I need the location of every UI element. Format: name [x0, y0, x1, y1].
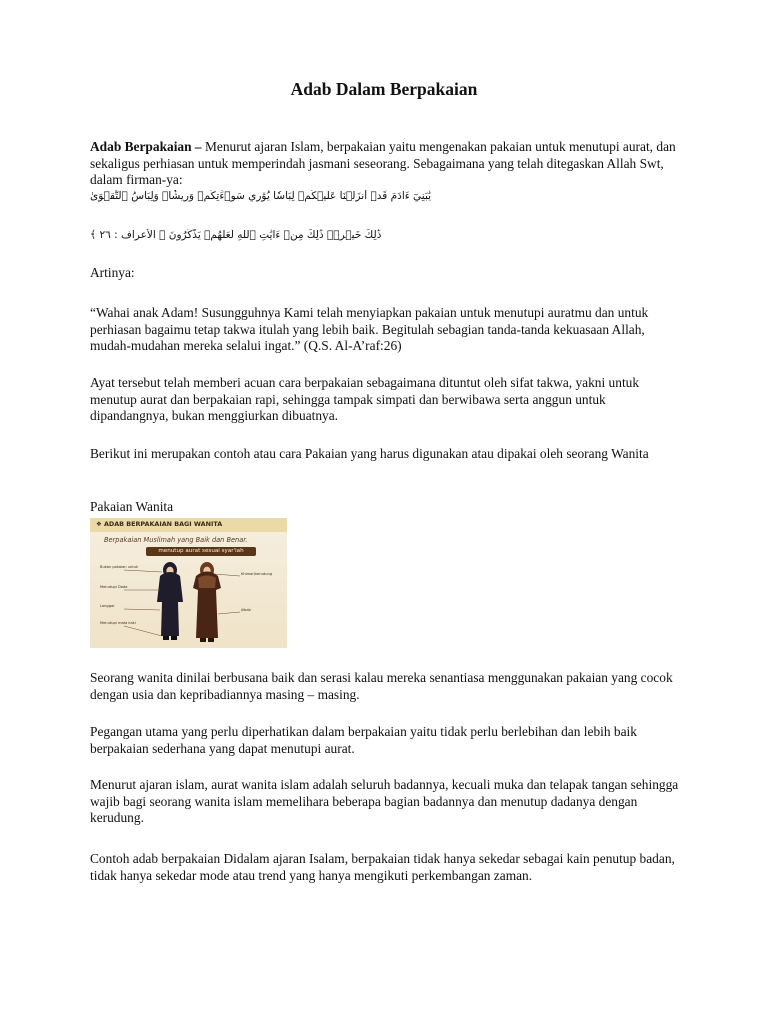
- figure-note-right-1: Khimar/kerudung: [241, 572, 273, 576]
- pointer-lines: [124, 570, 240, 636]
- arabic-verse-line-2: ذَٰلِكَ خَيۡرٞۚ ذَٰلِكَ مِنۡ ءَايَٰتِ ٱللَّهِ لَعَلَّهُمۡ يَذَّكَّرُونَ ﴿ الأعراف : ٢٦ ﴾: [90, 229, 382, 241]
- pegangan-paragraph: Pegangan utama yang perlu diperhatikan dalam berpakaian yaitu tidak perlu berlebihan dan lebih baik berpakaian sederhana yang dapat menutupi aurat.: [90, 724, 637, 756]
- intro-bold-lead: Adab Berpakaian –: [90, 139, 202, 154]
- intro-paragraph: [90, 139, 680, 189]
- figure-note-left-2: Menutupi Dada: [100, 585, 128, 589]
- section-label-pakaian-wanita: Pakaian Wanita: [90, 499, 174, 514]
- berikut-paragraph: Berikut ini merupakan contoh atau cara Pakaian yang harus digunakan atau dipakai oleh seorang Wanita: [90, 446, 649, 461]
- figure-subtitle: Berpakaian Muslimah yang Baik dan Benar.: [104, 536, 248, 544]
- page-title: Adab Dalam Berpakaian: [290, 79, 478, 99]
- figure-note-left-3: Longgar: [100, 604, 115, 608]
- contoh-paragraph: Contoh adab berpakaian Didalam ajaran Isalam, berpakaian tidak hanya sekedar sebagai kain penutup badan, tidak hanya sekedar mode atau trend yang hanya mengikuti perkembangan zaman.: [90, 851, 675, 883]
- figure-note-left-4: Menutupi mata kaki: [100, 621, 136, 625]
- menurut-paragraph: Menurut ajaran islam, aurat wanita islam adalah seluruh badannya, kecuali muka dan telapak tangan sehingga wajib bagi seorang wanita islam memelihara beberapa bagian badannya dan menutup dadanya dengan kerudung.: [90, 777, 679, 825]
- seorang-paragraph: Seorang wanita dinilai berbusana baik dan serasi kalau mereka senantiasa menggunakan pakaian yang cocok dengan usia dan kepribadiannya masing – masing.: [90, 670, 673, 702]
- figure-note-right-2: Jilbab: [241, 608, 251, 612]
- figure-title: ❖ ADAB BERPAKAIAN BAGI WANITA: [96, 520, 223, 528]
- quote-paragraph: “Wahai anak Adam! Susungguhnya Kami telah menyiapkan pakaian untuk menutupi auratmu dan untuk perhiasan bagaimu tetap takwa itulah yang lebih baik. Begitulah sebagian tanda-tanda kekuasaan Allah, mudah-mudahan mereka selalui ingat.” (Q.S. Al-A’raf:26): [90, 305, 649, 353]
- arabic-verse-line-1: يَٰبَنِيٓ ءَادَمَ قَدۡ أَنزَلۡنَا عَلَيۡكُمۡ لِبَاسٗا يُوَٰرِي سَوۡءَٰتِكُمۡ وَرِيشٗاۖ وَلِبَاسُ ٱلتَّقۡوَىٰ: [90, 190, 432, 202]
- woman-dark-gown-figure: [157, 562, 183, 640]
- artinya-label: Artinya:: [90, 265, 135, 280]
- figure-note-left-1: Bukan pakaian untuk: [100, 565, 139, 569]
- ayat-paragraph: Ayat tersebut telah memberi acuan cara berpakaian sebagaimana dituntut oleh sifat takwa, yakni untuk menutup aurat dan berpakaian rapi, sehingga tampak simpati dan berwibawa serta anggun untuk dipandangnya, bukan menggiurkan dibuatnya.: [90, 375, 640, 423]
- figures-drawing: [90, 518, 287, 648]
- pakaian-wanita-illustration: [90, 518, 287, 648]
- figure-band-text: menutup aurat sesuai syar'iah: [158, 548, 244, 554]
- intro-text: Menurut ajaran Islam, berpakaian yaitu mengenakan pakaian untuk menutupi aurat, dan sekaligus perhiasan untuk memperindah jasmani seseorang. Sebagaimana yang telah ditegaskan Allah Swt, dalam firman-ya:: [90, 139, 676, 187]
